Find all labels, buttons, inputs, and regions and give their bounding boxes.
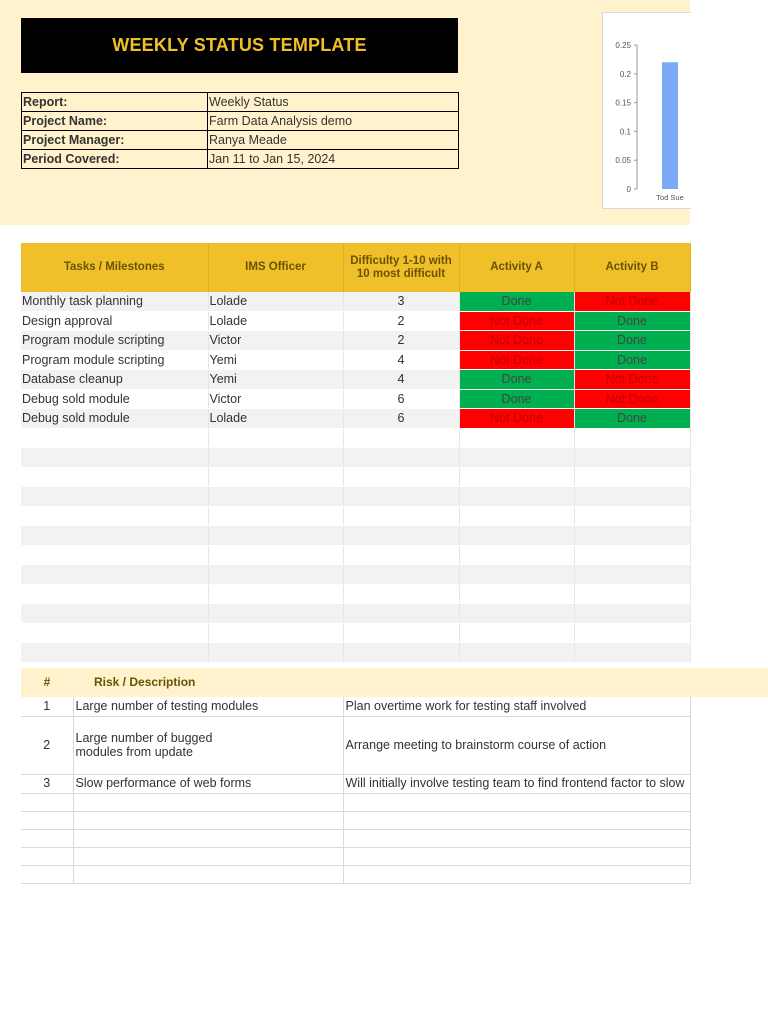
empty-cell[interactable]: [343, 643, 459, 663]
task-name-cell[interactable]: Debug sold module: [21, 409, 208, 429]
task-name-cell[interactable]: Program module scripting: [21, 331, 208, 351]
empty-table-row: [21, 584, 690, 604]
empty-cell[interactable]: [459, 467, 574, 487]
empty-cell[interactable]: [343, 487, 459, 507]
officer-cell[interactable]: Lolade: [208, 409, 343, 429]
difficulty-cell[interactable]: 4: [343, 350, 459, 370]
empty-cell[interactable]: [208, 487, 343, 507]
empty-risk-row: [21, 865, 690, 883]
report-info-table: [21, 92, 459, 169]
activity-a-status-cell[interactable]: Done: [459, 370, 574, 390]
difficulty-cell[interactable]: 6: [343, 389, 459, 409]
activity-a-status-cell[interactable]: Done: [459, 292, 574, 311]
empty-cell[interactable]: [574, 506, 690, 526]
empty-cell[interactable]: [73, 811, 343, 829]
empty-cell[interactable]: [208, 467, 343, 487]
empty-cell[interactable]: [343, 526, 459, 546]
info-row: [22, 112, 459, 131]
activity-b-status-cell[interactable]: Done: [574, 350, 690, 370]
empty-cell[interactable]: [343, 545, 459, 565]
risk-number-cell[interactable]: 2: [21, 716, 73, 774]
officer-cell[interactable]: Yemi: [208, 350, 343, 370]
risk-description-cell[interactable]: Slow performance of web forms: [73, 774, 343, 793]
table-row: [21, 350, 690, 370]
tasks-column-header: IMS Officer: [208, 243, 343, 292]
chart-svg: [603, 13, 691, 208]
empty-cell[interactable]: [343, 467, 459, 487]
tasks-table: [21, 243, 691, 663]
empty-cell[interactable]: [21, 565, 208, 585]
difficulty-cell[interactable]: 2: [343, 311, 459, 331]
info-label: Project Manager:: [22, 131, 208, 150]
empty-table-row: [21, 545, 690, 565]
empty-cell[interactable]: [574, 526, 690, 546]
empty-cell[interactable]: [459, 565, 574, 585]
empty-cell[interactable]: [208, 428, 343, 448]
task-name-cell[interactable]: Database cleanup: [21, 370, 208, 390]
x-category-label: Tod Sue: [656, 193, 684, 202]
empty-cell[interactable]: [574, 428, 690, 448]
table-row: [21, 292, 690, 311]
empty-risk-row: [21, 811, 690, 829]
empty-risk-row: [21, 793, 690, 811]
risk-row: [21, 716, 690, 774]
empty-cell[interactable]: [343, 428, 459, 448]
y-tick-label: 0.2: [619, 69, 631, 79]
risk-number-header: #: [43, 675, 51, 689]
activity-b-status-cell[interactable]: Done: [574, 409, 690, 429]
risk-header-band: [21, 668, 768, 697]
empty-cell[interactable]: [574, 565, 690, 585]
empty-cell[interactable]: [459, 428, 574, 448]
empty-table-row: [21, 487, 690, 507]
activity-a-status-cell[interactable]: Done: [459, 389, 574, 409]
info-value[interactable]: Ranya Meade: [208, 131, 459, 150]
empty-cell[interactable]: [208, 604, 343, 624]
activity-a-status-cell[interactable]: Not Done: [459, 350, 574, 370]
empty-risk-row: [21, 847, 690, 865]
risk-row: [21, 697, 690, 716]
empty-cell[interactable]: [459, 487, 574, 507]
empty-cell[interactable]: [21, 643, 208, 663]
empty-table-row: [21, 428, 690, 448]
empty-cell[interactable]: [343, 506, 459, 526]
risk-action-cell[interactable]: Plan overtime work for testing staff involved: [343, 697, 690, 716]
empty-cell[interactable]: [343, 623, 459, 643]
y-tick-label: 0.05: [615, 156, 631, 166]
activity-b-status-cell[interactable]: Not Done: [574, 389, 690, 409]
officer-cell[interactable]: Yemi: [208, 370, 343, 390]
y-tick-label: 0.25: [615, 41, 631, 50]
empty-cell[interactable]: [574, 467, 690, 487]
empty-cell[interactable]: [343, 584, 459, 604]
officer-cell[interactable]: Lolade: [208, 311, 343, 331]
officer-cell[interactable]: Lolade: [208, 292, 343, 311]
activity-b-status-cell[interactable]: Done: [574, 331, 690, 351]
empty-table-row: [21, 467, 690, 487]
empty-cell[interactable]: [459, 506, 574, 526]
empty-table-row: [21, 526, 690, 546]
empty-cell[interactable]: [574, 448, 690, 468]
empty-cell[interactable]: [21, 865, 73, 883]
task-name-cell[interactable]: Program module scripting: [21, 350, 208, 370]
empty-cell[interactable]: [574, 604, 690, 624]
y-tick-label: 0: [626, 185, 631, 194]
risk-description-cell[interactable]: Large number of bugged modules from update: [73, 716, 343, 774]
empty-cell[interactable]: [21, 526, 208, 546]
task-name-cell[interactable]: Monthly task planning: [21, 292, 208, 311]
difficulty-chart: [602, 12, 691, 209]
empty-cell[interactable]: [343, 448, 459, 468]
info-row: [22, 131, 459, 150]
empty-cell[interactable]: [459, 545, 574, 565]
table-row: [21, 389, 690, 409]
officer-cell[interactable]: Victor: [208, 389, 343, 409]
task-name-cell[interactable]: Design approval: [21, 311, 208, 331]
empty-cell[interactable]: [73, 793, 343, 811]
risk-number-cell[interactable]: 3: [21, 774, 73, 793]
empty-cell[interactable]: [73, 865, 343, 883]
empty-cell[interactable]: [343, 604, 459, 624]
table-row: [21, 311, 690, 331]
empty-cell[interactable]: [459, 604, 574, 624]
empty-cell[interactable]: [459, 448, 574, 468]
empty-cell[interactable]: [21, 448, 208, 468]
activity-a-status-cell[interactable]: Not Done: [459, 409, 574, 429]
activity-b-status-cell[interactable]: Not Done: [574, 292, 690, 311]
empty-cell[interactable]: [208, 623, 343, 643]
empty-cell[interactable]: [208, 506, 343, 526]
y-tick-label: 0.15: [615, 98, 631, 108]
empty-cell[interactable]: [343, 793, 690, 811]
empty-cell[interactable]: [21, 506, 208, 526]
title-banner: [21, 18, 458, 73]
info-value[interactable]: Farm Data Analysis demo: [208, 112, 459, 131]
empty-cell[interactable]: [21, 545, 208, 565]
empty-cell[interactable]: [21, 847, 73, 865]
empty-cell[interactable]: [21, 829, 73, 847]
risks-table: [21, 697, 691, 884]
y-tick-label: 0.1: [619, 127, 631, 137]
activity-a-status-cell[interactable]: Not Done: [459, 311, 574, 331]
tasks-column-header: Activity B: [574, 243, 690, 292]
empty-cell[interactable]: [208, 643, 343, 663]
empty-cell[interactable]: [208, 545, 343, 565]
empty-cell[interactable]: [21, 623, 208, 643]
empty-table-row: [21, 506, 690, 526]
empty-table-row: [21, 623, 690, 643]
empty-cell[interactable]: [21, 584, 208, 604]
risk-number-cell[interactable]: 1: [21, 697, 73, 716]
empty-table-row: [21, 448, 690, 468]
difficulty-cell[interactable]: 4: [343, 370, 459, 390]
risk-description-header: Risk / Description: [94, 675, 196, 689]
empty-cell[interactable]: [21, 487, 208, 507]
activity-b-status-cell[interactable]: Done: [574, 311, 690, 331]
risk-row: [21, 774, 690, 793]
page-title: WEEKLY STATUS TEMPLATE: [112, 35, 367, 55]
empty-table-row: [21, 643, 690, 663]
empty-cell[interactable]: [343, 811, 690, 829]
empty-cell[interactable]: [21, 604, 208, 624]
empty-cell[interactable]: [343, 565, 459, 585]
risk-description-cell[interactable]: Large number of testing modules: [73, 697, 343, 716]
empty-cell[interactable]: [208, 526, 343, 546]
table-row: [21, 409, 690, 429]
empty-cell[interactable]: [208, 448, 343, 468]
empty-cell[interactable]: [73, 847, 343, 865]
task-name-cell[interactable]: Debug sold module: [21, 389, 208, 409]
info-label: Period Covered:: [22, 150, 208, 169]
empty-cell[interactable]: [459, 643, 574, 663]
activity-b-status-cell[interactable]: Not Done: [574, 370, 690, 390]
empty-cell[interactable]: [459, 584, 574, 604]
empty-cell[interactable]: [574, 545, 690, 565]
risk-action-cell[interactable]: Will initially involve testing team to find frontend factor to slow: [343, 774, 690, 793]
empty-cell[interactable]: [574, 643, 690, 663]
empty-table-row: [21, 604, 690, 624]
tasks-column-header: Activity A: [459, 243, 574, 292]
empty-cell[interactable]: [459, 526, 574, 546]
difficulty-cell[interactable]: 6: [343, 409, 459, 429]
tasks-column-header: Difficulty 1-10 with 10 most difficult: [343, 243, 459, 292]
empty-cell[interactable]: [21, 467, 208, 487]
table-row: [21, 370, 690, 390]
info-label: Project Name:: [22, 112, 208, 131]
empty-cell[interactable]: [21, 428, 208, 448]
empty-cell[interactable]: [343, 829, 690, 847]
difficulty-cell[interactable]: 3: [343, 292, 459, 311]
table-row: [21, 331, 690, 351]
difficulty-cell[interactable]: 2: [343, 331, 459, 351]
empty-cell[interactable]: [459, 623, 574, 643]
info-value[interactable]: Weekly Status: [208, 93, 459, 112]
officer-cell[interactable]: Victor: [208, 331, 343, 351]
empty-cell[interactable]: [21, 811, 73, 829]
tasks-column-header: Tasks / Milestones: [21, 243, 208, 292]
empty-cell[interactable]: [21, 793, 73, 811]
empty-cell[interactable]: [574, 584, 690, 604]
activity-a-status-cell[interactable]: Not Done: [459, 331, 574, 351]
chart-bar: [662, 62, 678, 189]
empty-cell[interactable]: [208, 584, 343, 604]
empty-table-row: [21, 565, 690, 585]
empty-cell[interactable]: [574, 487, 690, 507]
empty-cell[interactable]: [574, 623, 690, 643]
info-row: [22, 93, 459, 112]
risk-action-cell[interactable]: Arrange meeting to brainstorm course of action: [343, 716, 690, 774]
empty-cell[interactable]: [73, 829, 343, 847]
empty-cell[interactable]: [343, 865, 690, 883]
info-label: Report:: [22, 93, 208, 112]
info-value[interactable]: Jan 11 to Jan 15, 2024: [208, 150, 459, 169]
empty-risk-row: [21, 829, 690, 847]
empty-cell[interactable]: [208, 565, 343, 585]
empty-cell[interactable]: [343, 847, 690, 865]
info-row: [22, 150, 459, 169]
